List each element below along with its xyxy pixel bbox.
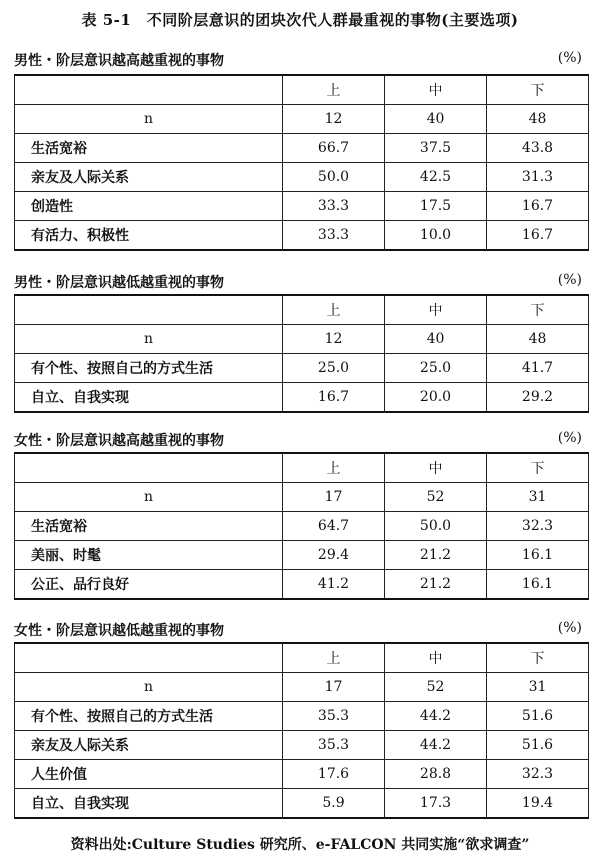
cell-value: 33.3 — [283, 192, 385, 221]
cell-value: 37.5 — [385, 134, 487, 163]
col-header-upper: 上 — [283, 643, 385, 673]
col-header-upper: 上 — [283, 295, 385, 325]
cell-value: 25.0 — [283, 354, 385, 383]
section-heading-text: 女性・阶层意识越高越重视的事物 — [14, 433, 224, 449]
row-label: 人生价值 — [15, 760, 283, 789]
col-header-middle: 中 — [385, 643, 487, 673]
row-label: 美丽、时髦 — [15, 541, 283, 570]
table-male-low — [14, 294, 589, 413]
n-label: n — [15, 325, 283, 354]
cell-value: 31.3 — [487, 163, 589, 192]
section-heading-text: 女性・阶层意识越低越重视的事物 — [14, 623, 224, 639]
n-label: n — [15, 105, 283, 134]
section-heading-female-low — [14, 620, 588, 640]
cell-value: 44.2 — [385, 702, 487, 731]
n-row — [15, 673, 589, 702]
row-label: 亲友及人际关系 — [15, 163, 283, 192]
cell-value: 10.0 — [385, 221, 487, 251]
unit-label: (%) — [557, 620, 582, 636]
corner-cell — [15, 453, 283, 483]
row-label: 有活力、积极性 — [15, 221, 283, 251]
table-row — [15, 760, 589, 789]
cell-value: 35.3 — [283, 702, 385, 731]
cell-value: 50.0 — [385, 512, 487, 541]
n-value: 52 — [385, 673, 487, 702]
n-row — [15, 483, 589, 512]
n-value: 31 — [487, 673, 589, 702]
table-male-high — [14, 74, 589, 251]
section-heading-text: 男性・阶层意识越高越重视的事物 — [14, 53, 224, 69]
cell-value: 42.5 — [385, 163, 487, 192]
cell-value: 35.3 — [283, 731, 385, 760]
cell-value: 32.3 — [487, 512, 589, 541]
n-value: 17 — [283, 673, 385, 702]
cell-value: 17.3 — [385, 789, 487, 819]
col-header-upper: 上 — [283, 453, 385, 483]
n-value: 48 — [487, 325, 589, 354]
n-value: 31 — [487, 483, 589, 512]
table-female-low — [14, 642, 589, 819]
table-title: 表 5-1 不同阶层意识的团块次代人群最重视的事物(主要选项) — [81, 11, 519, 29]
n-row — [15, 105, 589, 134]
n-label: n — [15, 483, 283, 512]
row-label: 有个性、按照自己的方式生活 — [15, 702, 283, 731]
row-label: 创造性 — [15, 192, 283, 221]
n-label: n — [15, 673, 283, 702]
table-row — [15, 221, 589, 251]
col-header-lower: 下 — [487, 75, 589, 105]
cell-value: 16.1 — [487, 570, 589, 600]
n-value: 12 — [283, 325, 385, 354]
col-header-lower: 下 — [487, 643, 589, 673]
cell-value: 41.2 — [283, 570, 385, 600]
corner-cell — [15, 295, 283, 325]
table-row — [15, 512, 589, 541]
cell-value: 32.3 — [487, 760, 589, 789]
cell-value: 41.7 — [487, 354, 589, 383]
unit-label: (%) — [557, 50, 582, 66]
n-value: 48 — [487, 105, 589, 134]
row-label: 生活宽裕 — [15, 512, 283, 541]
n-value: 12 — [283, 105, 385, 134]
cell-value: 64.7 — [283, 512, 385, 541]
table-female-high — [14, 452, 589, 600]
cell-value: 21.2 — [385, 570, 487, 600]
cell-value: 25.0 — [385, 354, 487, 383]
col-header-upper: 上 — [283, 75, 385, 105]
cell-value: 29.4 — [283, 541, 385, 570]
header-row — [15, 75, 589, 105]
cell-value: 16.7 — [487, 221, 589, 251]
section-heading-text: 男性・阶层意识越低越重视的事物 — [14, 275, 224, 291]
cell-value: 33.3 — [283, 221, 385, 251]
table-row — [15, 354, 589, 383]
n-value: 52 — [385, 483, 487, 512]
table-row — [15, 702, 589, 731]
table-row — [15, 541, 589, 570]
cell-value: 50.0 — [283, 163, 385, 192]
cell-value: 17.5 — [385, 192, 487, 221]
table-row — [15, 731, 589, 760]
header-row — [15, 453, 589, 483]
cell-value: 28.8 — [385, 760, 487, 789]
section-heading-male-low — [14, 272, 588, 292]
table-row — [15, 789, 589, 819]
table-row — [15, 134, 589, 163]
n-value: 40 — [385, 105, 487, 134]
cell-value: 51.6 — [487, 731, 589, 760]
cell-value: 29.2 — [487, 383, 589, 413]
row-label: 有个性、按照自己的方式生活 — [15, 354, 283, 383]
corner-cell — [15, 643, 283, 673]
row-label: 自立、自我实现 — [15, 789, 283, 819]
table-row — [15, 383, 589, 413]
cell-value: 17.6 — [283, 760, 385, 789]
source-note: 资料出处:Culture Studies 研究所、e-FALCON 共同实施“欲求调查” — [70, 837, 530, 853]
col-header-middle: 中 — [385, 295, 487, 325]
cell-value: 51.6 — [487, 702, 589, 731]
cell-value: 21.2 — [385, 541, 487, 570]
header-row — [15, 295, 589, 325]
table-row — [15, 192, 589, 221]
cell-value: 43.8 — [487, 134, 589, 163]
unit-label: (%) — [557, 272, 582, 288]
row-label: 公正、品行良好 — [15, 570, 283, 600]
cell-value: 16.1 — [487, 541, 589, 570]
cell-value: 66.7 — [283, 134, 385, 163]
cell-value: 20.0 — [385, 383, 487, 413]
n-row — [15, 325, 589, 354]
n-value: 40 — [385, 325, 487, 354]
section-heading-male-high — [14, 50, 588, 70]
col-header-lower: 下 — [487, 295, 589, 325]
n-value: 17 — [283, 483, 385, 512]
section-heading-female-high — [14, 430, 588, 450]
cell-value: 16.7 — [283, 383, 385, 413]
cell-value: 16.7 — [487, 192, 589, 221]
row-label: 亲友及人际关系 — [15, 731, 283, 760]
header-row — [15, 643, 589, 673]
table-row — [15, 163, 589, 192]
row-label: 生活宽裕 — [15, 134, 283, 163]
col-header-middle: 中 — [385, 75, 487, 105]
cell-value: 44.2 — [385, 731, 487, 760]
col-header-lower: 下 — [487, 453, 589, 483]
cell-value: 5.9 — [283, 789, 385, 819]
unit-label: (%) — [557, 430, 582, 446]
corner-cell — [15, 75, 283, 105]
row-label: 自立、自我实现 — [15, 383, 283, 413]
col-header-middle: 中 — [385, 453, 487, 483]
cell-value: 19.4 — [487, 789, 589, 819]
table-row — [15, 570, 589, 600]
